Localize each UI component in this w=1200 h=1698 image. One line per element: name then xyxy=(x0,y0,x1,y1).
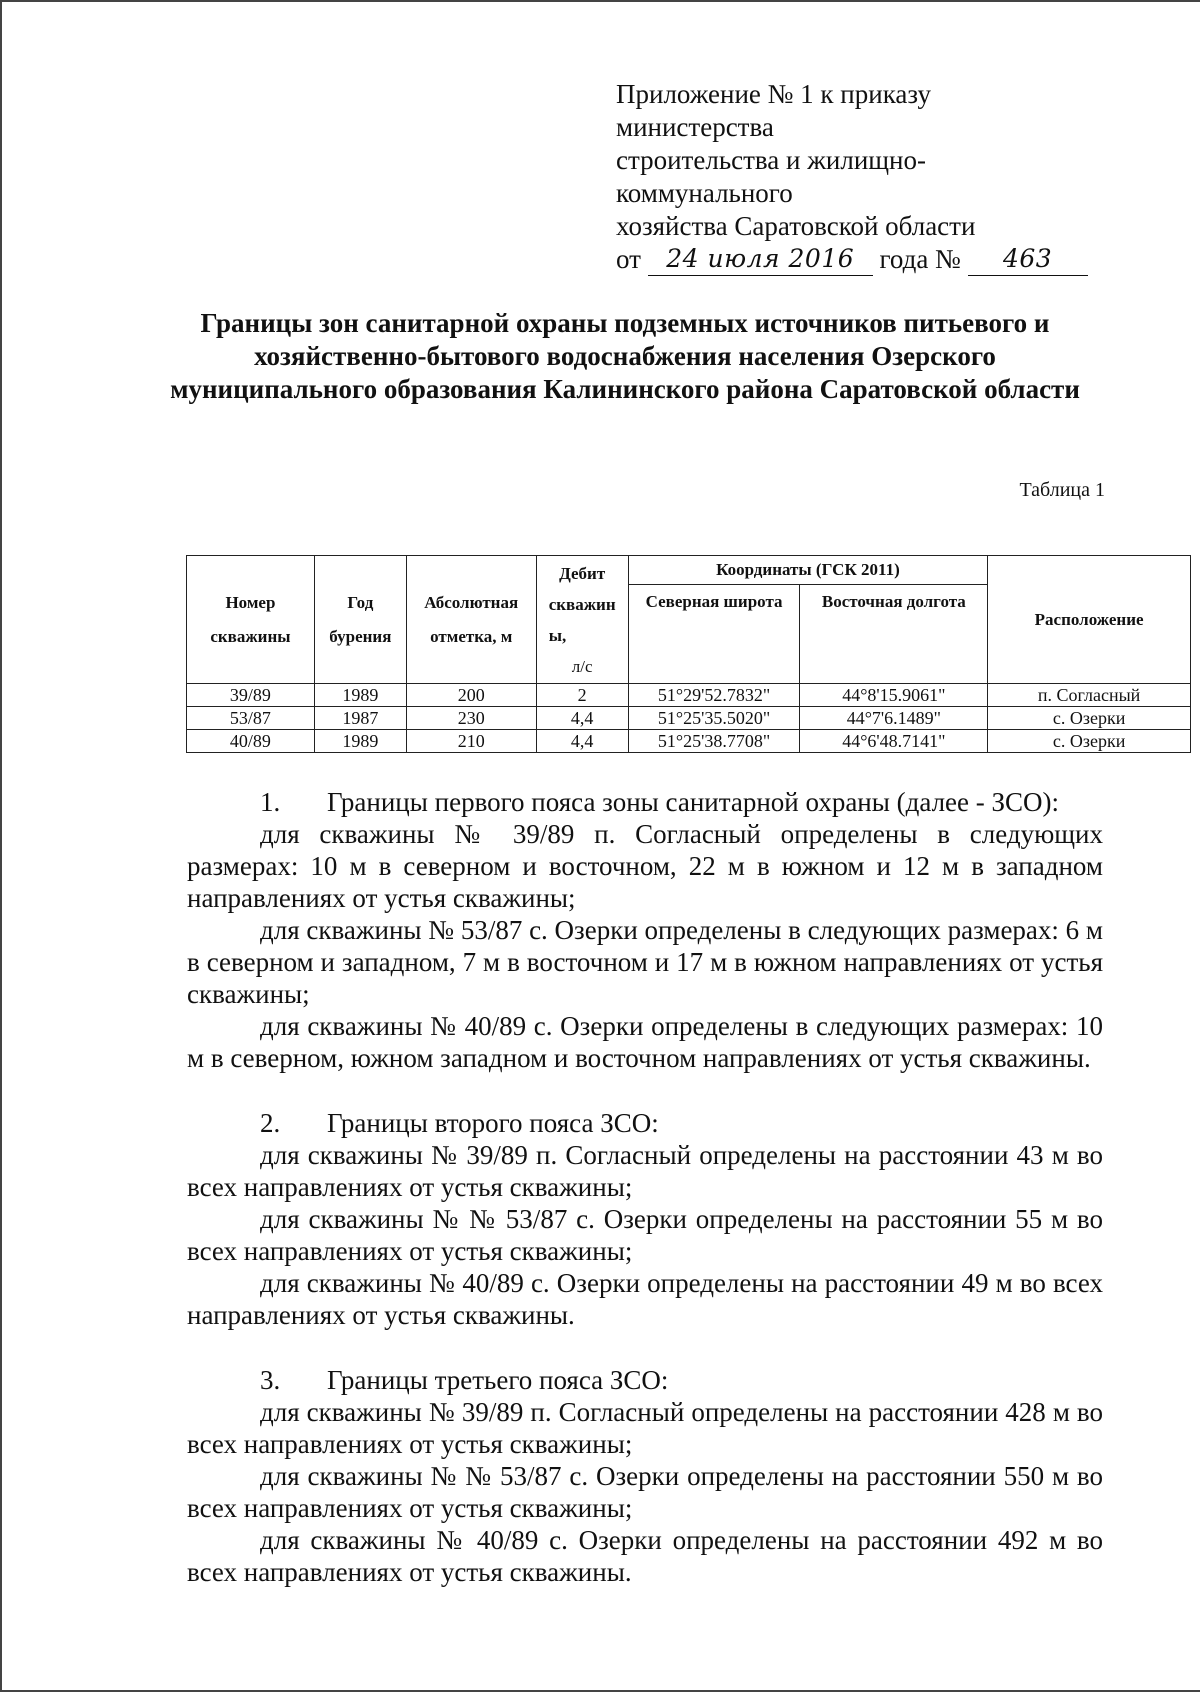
section-paragraph: для скважины № 40/89 с. Озерки определены в следующих размерах: 10 м в северном, южном западном и восточном направлениях от устья скважины. xyxy=(187,1011,1103,1073)
section-1-heading xyxy=(187,786,1103,818)
cell-debit: 4,4 xyxy=(536,707,628,730)
cell-location: с. Озерки xyxy=(988,730,1191,753)
order-date-handwritten: 24 июля 2016 xyxy=(666,244,855,273)
section-paragraph: для скважины № 39/89 п. Согласный определены на расстоянии 428 м во всех направлениях от устья скважины; xyxy=(187,1397,1103,1459)
page-border-left xyxy=(0,0,2,1692)
cell-location: п. Согласный xyxy=(988,684,1191,707)
header-longitude: Восточная долгота xyxy=(800,585,988,684)
order-date-field xyxy=(648,242,873,276)
cell-elevation: 210 xyxy=(406,730,536,753)
cell-year: 1987 xyxy=(314,707,406,730)
cell-latitude: 51°29'52.7832" xyxy=(628,684,800,707)
header-location: Расположение xyxy=(988,556,1191,684)
cell-latitude: 51°25'38.7708" xyxy=(628,730,800,753)
appendix-line: хозяйства Саратовской области xyxy=(616,211,976,241)
table-row xyxy=(187,684,1191,707)
body-text xyxy=(187,786,1103,1588)
table-row xyxy=(187,707,1191,730)
header-year: Год бурения xyxy=(314,556,406,684)
cell-longitude: 44°7'6.1489" xyxy=(800,707,988,730)
section-paragraph: для скважины № 40/89 с. Озерки определены на расстоянии 49 м во всех направлениях от устья скважины. xyxy=(187,1268,1103,1330)
section-2-heading xyxy=(187,1107,1103,1139)
section-paragraph: для скважины № 40/89 с. Озерки определены на расстоянии 492 м во всех направлениях от устья скважины. xyxy=(187,1525,1103,1587)
section-heading: Границы второго пояса ЗСО: xyxy=(327,1108,659,1138)
header-number: Номер скважины xyxy=(187,556,315,684)
date-prefix: от xyxy=(616,244,641,274)
header-elevation: Абсолютная отметка, м xyxy=(406,556,536,684)
section-number: 3. xyxy=(260,1365,281,1395)
cell-year: 1989 xyxy=(314,684,406,707)
cell-longitude: 44°8'15.9061" xyxy=(800,684,988,707)
cell-debit: 2 xyxy=(536,684,628,707)
header-coordinates: Координаты (ГСК 2011) xyxy=(628,556,988,585)
section-3-heading xyxy=(187,1364,1103,1396)
order-date-line xyxy=(616,243,1116,277)
table-caption: Таблица 1 xyxy=(1019,479,1105,501)
section-heading: Границы первого пояса зоны санитарной охраны (далее - ЗСО): xyxy=(327,787,1060,817)
cell-elevation: 200 xyxy=(406,684,536,707)
table-header-row xyxy=(187,556,1191,585)
section-paragraph: для скважины № № 53/87 с. Озерки определены на расстоянии 55 м во всех направлениях от устья скважины; xyxy=(187,1204,1103,1266)
cell-longitude: 44°6'48.7141" xyxy=(800,730,988,753)
document-title: Границы зон санитарной охраны подземных источников питьевого и хозяйственно-бытового водоснабжения населения Озерского муниципального образования Калининского района Саратовской области xyxy=(170,308,1080,404)
page-border-top xyxy=(0,0,1200,2)
cell-location: с. Озерки xyxy=(988,707,1191,730)
appendix-header xyxy=(616,78,1116,277)
number-prefix: года № xyxy=(879,244,961,274)
section-paragraph: для скважины № 39/89 п. Согласный определены на расстоянии 43 м во всех направлениях от устья скважины; xyxy=(187,1140,1103,1202)
section-paragraph: для скважины № 39/89 п. Согласный определены в следующих размерах: 10 м в северном и восточном, 22 м в южном и 12 м в западном направлениях от устья скважины; xyxy=(187,819,1103,913)
cell-number: 40/89 xyxy=(187,730,315,753)
cell-debit: 4,4 xyxy=(536,730,628,753)
cell-latitude: 51°25'35.5020" xyxy=(628,707,800,730)
appendix-line: коммунального xyxy=(616,178,793,208)
table-row xyxy=(187,730,1191,753)
appendix-line: строительства и жилищно- xyxy=(616,145,926,175)
section-heading: Границы третьего пояса ЗСО: xyxy=(327,1365,669,1395)
cell-elevation: 230 xyxy=(406,707,536,730)
appendix-line: Приложение № 1 к приказу xyxy=(616,79,931,109)
section-paragraph: для скважины № 53/87 с. Озерки определены в следующих размерах: 6 м в северном и западном, 7 м в восточном и 17 м в южном направлениях от устья скважины; xyxy=(187,915,1103,1009)
section-number: 1. xyxy=(260,787,281,817)
header-debit: Дебит скважин ы, л/с xyxy=(536,556,628,684)
section-number: 2. xyxy=(260,1108,281,1138)
header-latitude: Северная широта xyxy=(628,585,800,684)
order-number-field xyxy=(968,242,1088,276)
cell-number: 53/87 xyxy=(187,707,315,730)
cell-year: 1989 xyxy=(314,730,406,753)
appendix-line: министерства xyxy=(616,112,774,142)
cell-number: 39/89 xyxy=(187,684,315,707)
section-paragraph: для скважины № № 53/87 с. Озерки определены на расстоянии 550 м во всех направлениях от устья скважины; xyxy=(187,1461,1103,1523)
wells-table xyxy=(186,555,1191,753)
order-number-handwritten: 463 xyxy=(1002,244,1053,273)
page-border-bottom xyxy=(0,1690,1200,1692)
